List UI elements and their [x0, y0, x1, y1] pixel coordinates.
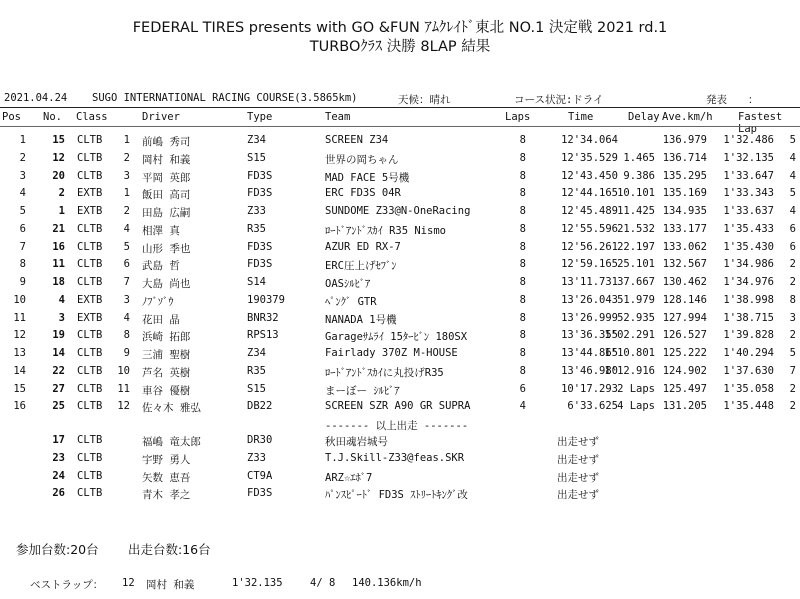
table-row [0, 312, 800, 329]
cell-laps: 8 [519, 329, 526, 342]
table-row [0, 205, 800, 222]
cell-no: 23 [52, 451, 65, 464]
cell-speed: 135.169 [662, 187, 707, 200]
cell-driver: 矢数 恵吾 [142, 471, 191, 484]
cell-no: 17 [52, 434, 65, 446]
cell-speed: 132.567 [662, 258, 707, 271]
cell-fastest-lap: 1'33.343 [723, 187, 774, 200]
cell-no: 27 [52, 382, 65, 395]
col-team: Team [325, 111, 351, 123]
cell-pos: 6 [19, 222, 26, 235]
cell-class-pos: 3 [123, 169, 130, 182]
cell-team: SUNDOME Z33@N-OneRacing [325, 205, 471, 217]
cell-fastest-lap: 1'32.486 [723, 134, 774, 146]
cell-class: EXTB [77, 293, 103, 306]
cell-fastest-lap-no: 5 [789, 134, 796, 146]
cell-type: FD3S [247, 240, 273, 253]
cell-no: 21 [52, 222, 65, 235]
cell-time: 13'26.999 [561, 311, 618, 324]
cell-time: 12'45.489 [561, 205, 618, 217]
cell-status: 出走せず [557, 471, 599, 484]
cell-delay: 25.101 [617, 258, 655, 271]
cell-type: S14 [247, 276, 266, 288]
cell-class: CLTB [77, 469, 103, 482]
cell-class: CLTB [77, 451, 103, 464]
cell-driver: 三浦 聖樹 [142, 349, 191, 361]
header-top-rule [0, 107, 800, 108]
starter-count: 出走台数:16台 [128, 542, 211, 557]
cell-fastest-lap-no: 4 [789, 169, 796, 182]
cell-pos: 13 [13, 347, 26, 359]
cell-speed: 134.935 [662, 205, 707, 217]
cell-delay: 1.465 [623, 151, 655, 164]
race-date: 2021.04.24 [4, 92, 68, 104]
cell-fastest-lap-no: 2 [789, 258, 796, 271]
table-row [0, 223, 800, 240]
cell-pos: 5 [19, 205, 26, 217]
cell-fastest-lap: 1'38.998 [723, 293, 774, 306]
cell-time: 13'26.043 [561, 293, 618, 306]
cell-pos: 8 [19, 258, 26, 271]
cell-type: Z33 [247, 451, 266, 464]
cell-fastest-lap-no: 7 [789, 364, 796, 377]
table-row [0, 383, 800, 400]
cell-fastest-lap: 1'35.430 [723, 240, 774, 253]
cell-time: 13'46.980 [561, 364, 618, 377]
cell-type: R35 [247, 222, 266, 235]
cell-fastest-lap: 1'34.986 [723, 258, 774, 271]
cell-delay: 9.386 [623, 169, 655, 182]
cell-delay: 22.197 [617, 240, 655, 253]
cell-team: 世界の岡ちゃん [325, 153, 399, 166]
cell-type: FD3S [247, 487, 273, 500]
cell-speed: 126.527 [662, 329, 707, 342]
cell-driver: 宇野 勇人 [142, 453, 191, 466]
col-class: Class [76, 111, 108, 123]
cell-fastest-lap: 1'40.294 [723, 347, 774, 359]
cell-class-pos: 3 [123, 293, 130, 306]
cell-pos: 3 [19, 169, 26, 182]
page-title: FEDERAL TIRES presents with GO &FUN ｱﾑｸﾚｲﾄﾞ東北 NO.1 決定戦 2021 rd.1 [132, 20, 668, 36]
cell-pos: 4 [19, 187, 26, 200]
cell-speed: 133.062 [662, 240, 707, 253]
cell-time: 13'44.865 [561, 347, 618, 359]
cell-team: Fairlady 370Z M-HOUSE [325, 347, 458, 359]
cell-class: CLTB [77, 134, 103, 146]
cell-fastest-lap-no: 2 [789, 276, 796, 288]
cell-speed: 125.222 [662, 347, 707, 359]
best-lap-label: ベストラップ： [30, 579, 104, 591]
cell-pos: 10 [13, 293, 26, 306]
cell-fastest-lap: 1'38.715 [723, 311, 774, 324]
cell-pos: 15 [13, 382, 26, 395]
cell-class: EXTB [77, 187, 103, 200]
non-starter-row [0, 487, 800, 504]
cell-team: MAD FACE 5号機 [325, 171, 410, 184]
cell-laps: 8 [519, 364, 526, 377]
cell-fastest-lap-no: 3 [789, 311, 796, 324]
cell-class: CLTB [77, 382, 103, 395]
cell-driver: 車谷 優樹 [142, 384, 191, 397]
cell-team: ﾍﾟﾝｸﾞ GTR [325, 295, 377, 308]
col-no: No. [43, 111, 62, 123]
cell-laps: 8 [519, 134, 526, 146]
cell-type: DR30 [247, 434, 273, 446]
cell-pos: 12 [13, 329, 26, 342]
cell-driver: 山形 季也 [142, 242, 191, 255]
cell-fastest-lap: 1'35.058 [723, 382, 774, 395]
col-type: Type [247, 111, 273, 123]
cell-team: ﾛｰﾄﾞｱﾝﾄﾞｽｶｲに丸投げR35 [325, 366, 444, 379]
cell-laps: 8 [519, 293, 526, 306]
col-laps: Laps [505, 111, 531, 123]
cell-class: CLTB [77, 240, 103, 253]
cell-no: 16 [52, 240, 65, 253]
non-starter-row [0, 434, 800, 451]
cell-no: 2 [58, 187, 65, 200]
cell-fastest-lap: 1'35.433 [723, 222, 774, 235]
cell-speed: 131.205 [662, 400, 707, 413]
cell-class: CLTB [77, 276, 103, 288]
cell-speed: 130.462 [662, 276, 707, 288]
cell-delay: 10.101 [617, 187, 655, 200]
table-row [0, 347, 800, 364]
cell-speed: 136.979 [662, 134, 707, 146]
cell-fastest-lap: 1'34.976 [723, 276, 774, 288]
col-speed: Ave.km/h [662, 111, 713, 123]
cell-driver: 武島 哲 [142, 260, 180, 273]
cell-pos: 7 [19, 240, 26, 253]
cell-status: 出走せず [557, 489, 599, 502]
cell-class: CLTB [77, 364, 103, 377]
cell-type: BNR32 [247, 311, 279, 324]
cell-laps: 8 [519, 258, 526, 271]
cell-driver: 青木 孝之 [142, 489, 191, 502]
table-row [0, 400, 800, 417]
cell-time: 12'56.261 [561, 240, 618, 253]
cell-class-pos: 11 [117, 382, 130, 395]
cell-type: CT9A [247, 469, 273, 482]
cell-class: CLTB [77, 329, 103, 342]
cell-speed: 133.177 [662, 222, 707, 235]
cell-class-pos: 1 [123, 134, 130, 146]
cell-type: DB22 [247, 400, 273, 413]
cell-delay: 1'10.801 [604, 347, 655, 359]
cell-no: 12 [52, 151, 65, 164]
cell-class-pos: 2 [123, 205, 130, 217]
cell-driver: 芦名 英樹 [142, 366, 191, 379]
cell-delay: 1'12.916 [604, 364, 655, 377]
started-separator: ------- 以上出走 ------- [325, 420, 469, 432]
cell-driver: 福嶋 竜太郎 [142, 436, 201, 448]
cell-pos: 14 [13, 364, 26, 377]
cell-time: 12'44.165 [561, 187, 618, 200]
cell-status: 出走せず [557, 453, 599, 466]
cell-type: Z34 [247, 134, 266, 146]
table-row [0, 276, 800, 293]
cell-class: EXTB [77, 311, 103, 324]
cell-pos: 2 [19, 151, 26, 164]
cell-delay: 11.425 [617, 205, 655, 217]
cell-fastest-lap-no: 5 [789, 347, 796, 359]
page-subtitle: TURBOｸﾗｽ 決勝 8LAP 結果 [309, 39, 491, 55]
cell-team: 秋田魂岩城号 [325, 436, 388, 448]
table-row [0, 294, 800, 311]
cell-no: 20 [52, 169, 65, 182]
cell-class-pos: 4 [123, 311, 130, 324]
cell-driver: 飯田 高司 [142, 189, 191, 202]
cell-delay: 52.935 [617, 311, 655, 324]
cell-no: 14 [52, 347, 65, 359]
cell-driver: 田島 広嗣 [142, 207, 191, 219]
cell-time: 10'17.293 [561, 382, 618, 395]
cell-team: ﾊﾟﾝｽﾋﾟｰﾄﾞ FD3S ｽﾄﾘｰﾄｷﾝｸﾞ改 [325, 489, 468, 502]
cell-class: CLTB [77, 222, 103, 235]
cell-driver: 岡村 和義 [142, 153, 191, 166]
cell-type: S15 [247, 382, 266, 395]
cell-team: SCREEN Z34 [325, 134, 389, 146]
cell-class-pos: 12 [117, 400, 130, 413]
course-name: SUGO INTERNATIONAL RACING COURSE(3.5865km) [92, 92, 358, 104]
cell-team: ERC FD3S 04R [325, 187, 401, 200]
cell-team: ARZ☆ｴﾎﾞ7 [325, 471, 373, 484]
non-starter-row [0, 452, 800, 469]
table-row [0, 187, 800, 204]
cell-fastest-lap-no: 2 [789, 382, 796, 395]
best-lap-time: 1'32.135 [232, 577, 283, 589]
cell-type: R35 [247, 364, 266, 377]
cell-type: 190379 [247, 293, 285, 306]
cell-driver: 大島 尚也 [142, 278, 191, 290]
cell-driver: 浜崎 拓郎 [142, 331, 191, 344]
cell-team: Garageｻﾑﾗｲ 15ﾀｰﾋﾞﾝ 180SX [325, 331, 468, 344]
cell-fastest-lap: 1'33.647 [723, 169, 774, 182]
cell-class-pos: 10 [117, 364, 130, 377]
cell-fastest-lap-no: 2 [789, 400, 796, 413]
best-lap-driver: 岡村 和義 [146, 579, 195, 591]
cell-type: Z34 [247, 347, 266, 359]
cell-speed: 136.714 [662, 151, 707, 164]
cell-team: ﾛｰﾄﾞｱﾝﾄﾞｽｶｲ R35 Nismo [325, 224, 446, 237]
table-row [0, 258, 800, 275]
cell-pos: 9 [19, 276, 26, 288]
cell-driver: 平岡 英郎 [142, 171, 191, 184]
cell-team: NANADA 1号機 [325, 313, 397, 326]
cell-class: CLTB [77, 487, 103, 500]
cell-team: まーぼー ｼﾙﾋﾞｱ [325, 384, 400, 397]
non-starter-row [0, 470, 800, 487]
cell-class: CLTB [77, 400, 103, 413]
cell-class-pos: 5 [123, 240, 130, 253]
table-row [0, 241, 800, 258]
cell-no: 11 [52, 258, 65, 271]
cell-no: 22 [52, 364, 65, 377]
cell-class: EXTB [77, 205, 103, 217]
best-lap-lap: 4/ 8 [310, 577, 336, 589]
cell-pos: 1 [19, 134, 26, 146]
col-pos: Pos [2, 111, 21, 123]
cell-class: CLTB [77, 258, 103, 271]
cell-fastest-lap-no: 8 [789, 293, 796, 306]
cell-fastest-lap-no: 2 [789, 329, 796, 342]
cell-driver: 花田 晶 [142, 313, 180, 326]
cell-no: 19 [52, 329, 65, 342]
cell-time: 13'36.355 [561, 329, 618, 342]
cell-type: RPS13 [247, 329, 279, 342]
cell-no: 15 [52, 134, 65, 146]
table-row [0, 134, 800, 151]
cell-fastest-lap: 1'37.630 [723, 364, 774, 377]
cell-class: CLTB [77, 169, 103, 182]
cell-time: 6'33.625 [567, 400, 618, 413]
header-bottom-rule [0, 126, 800, 127]
cell-class-pos: 2 [123, 151, 130, 164]
cell-speed: 128.146 [662, 293, 707, 306]
cell-fastest-lap: 1'33.637 [723, 205, 774, 217]
cell-fastest-lap: 1'35.448 [723, 400, 774, 413]
cell-laps: 6 [519, 382, 526, 395]
cell-type: FD3S [247, 187, 273, 200]
cell-class: CLTB [77, 151, 103, 164]
cell-time: 12'55.596 [561, 222, 618, 235]
cell-fastest-lap-no: 4 [789, 151, 796, 164]
cell-team: ERC圧上げｾﾌﾞﾝ [325, 260, 397, 273]
cell-class: CLTB [77, 434, 103, 446]
cell-fastest-lap-no: 6 [789, 240, 796, 253]
table-row [0, 365, 800, 382]
cell-speed: 124.902 [662, 364, 707, 377]
entry-count: 参加台数:20台 [16, 542, 99, 557]
cell-pos: 16 [13, 400, 26, 413]
cell-class-pos: 6 [123, 258, 130, 271]
cell-time: 12'59.165 [561, 258, 618, 271]
cell-type: Z33 [247, 205, 266, 217]
best-lap-speed: 140.136km/h [352, 577, 422, 589]
cell-no: 1 [58, 205, 65, 217]
cell-class-pos: 7 [123, 276, 130, 288]
cell-team: AZUR ED RX-7 [325, 240, 401, 253]
cell-driver: 相澤 真 [142, 224, 180, 237]
cell-time: 12'35.529 [561, 151, 618, 164]
cell-fastest-lap-no: 4 [789, 205, 796, 217]
cell-no: 3 [58, 311, 65, 324]
cell-no: 18 [52, 276, 65, 288]
cell-speed: 125.497 [662, 382, 707, 395]
table-row [0, 152, 800, 169]
cell-delay: 51.979 [617, 293, 655, 306]
cell-laps: 4 [519, 400, 526, 413]
cell-time: 12'43.450 [561, 169, 618, 182]
cell-type: FD3S [247, 258, 273, 271]
cell-laps: 8 [519, 276, 526, 288]
cell-class-pos: 4 [123, 222, 130, 235]
cell-no: 25 [52, 400, 65, 413]
cell-delay: 4 Laps [617, 400, 655, 413]
cell-driver: ﾉﾌﾞｿﾞｳ [142, 295, 174, 308]
cell-speed: 135.295 [662, 169, 707, 182]
cell-time: 13'11.731 [561, 276, 618, 288]
cell-delay: 2 Laps [617, 382, 655, 395]
cell-delay: 21.532 [617, 222, 655, 235]
cell-pos: 11 [13, 311, 26, 324]
cell-no: 26 [52, 487, 65, 500]
cell-fastest-lap: 1'39.828 [723, 329, 774, 342]
cell-class-pos: 1 [123, 187, 130, 200]
cell-class: CLTB [77, 347, 103, 359]
cell-type: FD3S [247, 169, 273, 182]
col-fastest: Fastest Lap [738, 111, 783, 135]
cell-laps: 8 [519, 151, 526, 164]
cell-speed: 127.994 [662, 311, 707, 324]
cell-laps: 8 [519, 187, 526, 200]
cell-status: 出走せず [557, 436, 599, 448]
cell-class-pos: 8 [123, 329, 130, 342]
col-driver: Driver [142, 111, 180, 123]
table-row [0, 170, 800, 187]
cell-team: OASｼﾙﾋﾞｱ [325, 278, 371, 290]
cell-laps: 8 [519, 169, 526, 182]
cell-laps: 8 [519, 311, 526, 324]
track-condition: コース状況:ドライ [514, 94, 604, 106]
cell-laps: 8 [519, 240, 526, 253]
announce-label: 発表 ： [706, 94, 759, 106]
best-lap-no: 12 [122, 577, 135, 589]
cell-delay: 1'02.291 [604, 329, 655, 342]
weather: 天候：晴れ [398, 94, 451, 106]
cell-fastest-lap-no: 5 [789, 187, 796, 200]
cell-team: T.J.Skill-Z33@feas.SKR [325, 451, 465, 464]
cell-class-pos: 9 [123, 347, 130, 359]
cell-driver: 前嶋 秀司 [142, 136, 191, 148]
cell-type: S15 [247, 151, 266, 164]
cell-delay: 37.667 [617, 276, 655, 288]
cell-fastest-lap: 1'32.135 [723, 151, 774, 164]
cell-team: SCREEN SZR A90 GR SUPRA [325, 400, 471, 413]
cell-time: 12'34.064 [561, 134, 618, 146]
cell-no: 4 [58, 293, 65, 306]
cell-driver: 佐々木 雅弘 [142, 402, 201, 415]
cell-laps: 8 [519, 205, 526, 217]
cell-no: 24 [52, 469, 65, 482]
col-delay: Delay [628, 111, 660, 123]
cell-laps: 8 [519, 347, 526, 359]
cell-laps: 8 [519, 222, 526, 235]
cell-fastest-lap-no: 6 [789, 222, 796, 235]
col-time: Time [568, 111, 594, 123]
table-row [0, 329, 800, 346]
